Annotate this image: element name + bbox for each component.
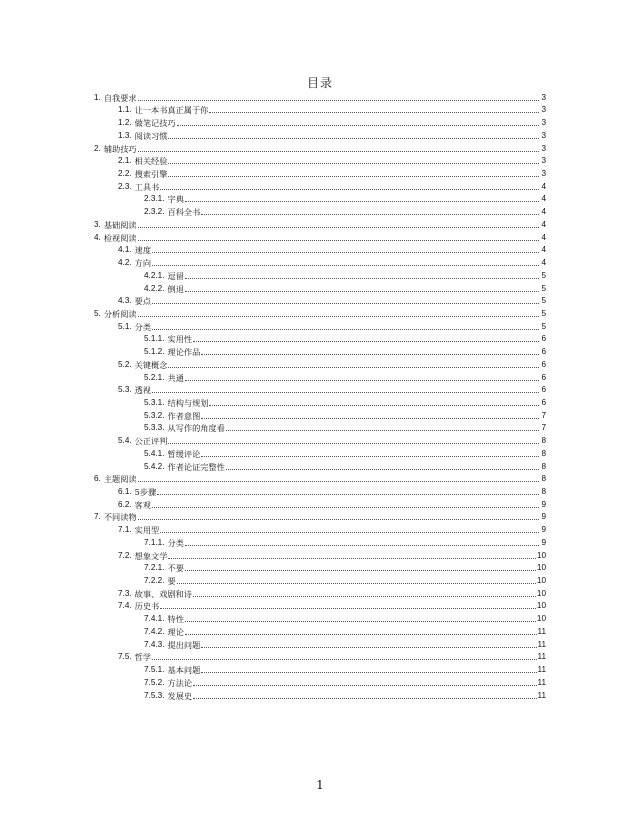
toc-entry-label: 哲学 <box>134 652 152 663</box>
dot-leader <box>177 125 539 126</box>
toc-entry-page: 10 <box>536 563 546 573</box>
toc-entry-label: 检视阅读 <box>103 232 137 243</box>
toc-entry-label: 相关经验 <box>134 156 168 167</box>
toc-entry[interactable] <box>94 562 546 575</box>
dot-leader <box>152 659 536 660</box>
toc-entry-label: 要点 <box>134 296 152 307</box>
toc-entry-number: 2.3.2. <box>144 207 165 217</box>
dot-leader <box>138 227 539 228</box>
dot-leader <box>201 672 536 673</box>
toc-entry-number: 1.3. <box>118 130 132 140</box>
toc-entry-number: 7.5.1. <box>144 665 165 675</box>
toc-entry[interactable] <box>94 345 546 358</box>
toc-entry-number: 4.1. <box>118 245 132 255</box>
dot-leader <box>201 418 539 419</box>
toc-entry[interactable] <box>94 320 546 333</box>
toc-entry-label: 实用性 <box>167 334 193 345</box>
dot-leader <box>177 583 536 584</box>
page-number: 1 <box>316 778 324 792</box>
dot-leader <box>138 240 539 241</box>
toc-entry[interactable] <box>94 155 546 168</box>
toc-entry[interactable] <box>94 473 546 486</box>
toc-entry-label: 实用型 <box>134 525 160 536</box>
toc-entry-label: 分类 <box>134 321 152 332</box>
dot-leader <box>185 621 536 622</box>
toc-entry-label: 字典 <box>167 194 184 205</box>
toc-entry-label: 方向 <box>134 258 152 269</box>
toc-entry[interactable] <box>94 460 546 473</box>
toc-entry-page: 11 <box>537 677 546 687</box>
toc-entry-page: 5 <box>541 283 546 293</box>
toc-entry-label: 做笔记技巧 <box>134 118 176 129</box>
dot-leader <box>168 367 539 368</box>
toc-entry-label: 不同读物 <box>103 512 137 523</box>
toc-entry-page: 5 <box>541 296 546 306</box>
toc-entry-number: 4.2.1. <box>144 270 165 280</box>
dot-leader <box>226 430 539 431</box>
toc-entry[interactable] <box>94 167 546 180</box>
dot-leader <box>168 163 539 164</box>
toc-entry-number: 7.5.3. <box>144 690 165 700</box>
dot-leader <box>168 138 539 139</box>
toc-entry-label: 百科全书 <box>167 207 201 218</box>
toc-entry[interactable] <box>94 536 546 549</box>
toc-entry-label: 共通 <box>167 372 184 383</box>
dot-leader <box>138 481 539 482</box>
toc-entry-number: 7. <box>94 512 101 522</box>
toc-entry-label: 主题阅读 <box>103 474 137 485</box>
toc-entry-label: 倒退 <box>167 283 184 294</box>
toc-entry-label: 理论 <box>167 626 184 637</box>
dot-leader <box>168 558 535 559</box>
toc-entry[interactable] <box>94 104 546 117</box>
toc-entry[interactable] <box>94 358 546 371</box>
toc-entry-number: 7.2.2. <box>144 576 165 586</box>
toc-entry[interactable] <box>94 587 546 600</box>
toc-entry-number: 4. <box>94 232 101 242</box>
toc-entry-number: 7.2. <box>118 550 132 560</box>
toc-entry-page: 5 <box>541 270 546 280</box>
toc-entry-label: 速度 <box>134 245 152 256</box>
toc-entry-page: 8 <box>541 474 546 484</box>
toc-entry-label: 方法论 <box>167 677 193 688</box>
toc-entry-label: 故事、戏剧和诗 <box>134 588 192 599</box>
toc-entry-page: 4 <box>541 207 546 217</box>
toc-entry-page: 10 <box>536 601 546 611</box>
toc-entry-label: 工具书 <box>134 181 160 192</box>
toc-entry-page: 6 <box>541 385 546 395</box>
toc-entry-label: 阅读习惯 <box>134 130 168 141</box>
toc-entry-page: 5 <box>541 308 546 318</box>
toc-entry[interactable] <box>94 396 546 409</box>
toc-entry[interactable] <box>94 612 546 625</box>
toc-entry-number: 7.4.1. <box>144 614 165 624</box>
toc-entry[interactable] <box>94 663 546 676</box>
dot-leader <box>185 545 539 546</box>
dot-leader <box>193 698 536 699</box>
toc-entry[interactable] <box>94 269 546 282</box>
toc-entry-label: 基本问题 <box>167 665 201 676</box>
dot-leader <box>226 469 539 470</box>
toc-entry[interactable] <box>94 142 546 155</box>
toc-entry[interactable] <box>94 91 546 104</box>
toc-entry-number: 1.2. <box>118 118 132 128</box>
toc-entry[interactable] <box>94 523 546 536</box>
toc-entry-number: 5.2. <box>118 359 132 369</box>
toc-entry-number: 4.2. <box>118 258 132 268</box>
toc-entry-page: 10 <box>536 550 546 560</box>
toc-entry-page: 10 <box>536 588 546 598</box>
toc-entry-number: 7.4.3. <box>144 639 165 649</box>
toc-entry-number: 6.1. <box>118 487 132 496</box>
toc-entry-page: 6 <box>541 397 546 407</box>
dot-leader <box>209 405 539 406</box>
toc-entry[interactable] <box>94 600 546 613</box>
toc-entry-number: 6. <box>94 474 101 484</box>
toc-entry[interactable] <box>94 485 546 498</box>
toc-entry-number: 2.3.1. <box>144 194 165 204</box>
toc-entry-page: 6 <box>541 359 546 369</box>
toc-entry-page: 11 <box>537 690 546 700</box>
toc-entry-label: 辅助技巧 <box>103 143 137 154</box>
toc-entry-page: 4 <box>541 232 546 242</box>
toc-entry[interactable] <box>94 180 546 193</box>
dot-leader <box>193 685 536 686</box>
toc-entry[interactable] <box>94 384 546 397</box>
toc-entry-number: 7.2.1. <box>144 563 165 573</box>
dot-leader <box>185 291 539 292</box>
toc-entry-number: 7.5. <box>118 652 132 662</box>
dot-leader <box>152 252 539 253</box>
dot-leader <box>201 354 539 355</box>
toc-entry[interactable] <box>94 256 546 269</box>
toc-entry-label: 自我要求 <box>103 92 137 103</box>
toc-entry-label: 从写作的角度看 <box>167 423 225 434</box>
toc-entry-page: 8 <box>541 461 546 471</box>
toc-entry-label: 作者论证完整性 <box>167 461 225 472</box>
toc-entry-number: 7.4. <box>118 601 132 611</box>
table-of-contents <box>94 91 546 702</box>
toc-entry-page: 9 <box>541 525 546 535</box>
toc-entry[interactable] <box>94 638 546 651</box>
toc-entry-page: 4 <box>541 245 546 255</box>
toc-entry[interactable] <box>94 434 546 447</box>
toc-entry[interactable] <box>94 307 546 320</box>
toc-entry-label: 结构与规划 <box>167 397 209 408</box>
dot-leader <box>152 303 539 304</box>
dot-leader <box>193 341 539 342</box>
dot-leader <box>193 596 536 597</box>
dot-leader <box>185 570 536 571</box>
toc-entry-number: 2.1. <box>118 156 132 166</box>
toc-entry-label: 透视 <box>134 385 152 396</box>
toc-entry-label: 要 <box>167 576 176 587</box>
toc-entry-label: 5步骤 <box>134 487 157 497</box>
toc-entry[interactable] <box>94 282 546 295</box>
toc-entry[interactable] <box>94 549 546 562</box>
toc-entry-label: 作者意图 <box>167 410 201 421</box>
toc-entry-page: 7 <box>541 423 546 433</box>
toc-entry-label: 公正评判 <box>134 436 168 447</box>
dot-leader <box>138 316 539 317</box>
dot-leader <box>160 608 536 609</box>
toc-entry-page: 3 <box>541 143 546 153</box>
toc-entry-number: 7.5.2. <box>144 677 165 687</box>
toc-entry-page: 11 <box>537 665 546 675</box>
toc-entry-page: 8 <box>541 436 546 446</box>
dot-leader <box>138 100 539 101</box>
dot-leader <box>209 112 539 113</box>
dot-leader <box>152 392 539 393</box>
toc-entry-number: 7.4.2. <box>144 626 165 636</box>
toc-entry[interactable] <box>94 651 546 664</box>
toc-entry-label: 分析阅读 <box>103 308 137 319</box>
toc-entry-page: 3 <box>541 130 546 140</box>
toc-title: 目录 <box>306 76 333 90</box>
dot-leader <box>185 634 537 635</box>
dot-leader <box>168 443 539 444</box>
toc-entry-page: 6 <box>541 334 546 344</box>
dot-leader <box>152 329 539 330</box>
toc-entry-page: 4 <box>541 194 546 204</box>
toc-entry-label: 发展史 <box>167 690 193 701</box>
toc-entry[interactable] <box>94 676 546 689</box>
toc-entry-page: 10 <box>536 576 546 586</box>
toc-entry-page: 3 <box>541 169 546 179</box>
toc-entry-page: 9 <box>541 537 546 547</box>
toc-entry-number: 5.1.1. <box>144 334 165 344</box>
toc-entry-number: 6.2. <box>118 499 132 509</box>
dot-leader <box>201 456 539 457</box>
dot-leader <box>201 647 536 648</box>
toc-entry-page: 11 <box>537 626 546 636</box>
toc-entry[interactable] <box>94 218 546 231</box>
toc-entry[interactable] <box>94 116 546 129</box>
toc-entry-label: 搜索引擎 <box>134 169 168 180</box>
toc-entry-page: 3 <box>541 118 546 128</box>
toc-entry[interactable] <box>94 625 546 638</box>
dot-leader <box>185 278 539 279</box>
toc-entry-page: 7 <box>541 410 546 420</box>
dot-leader <box>160 189 539 190</box>
toc-entry-page: 4 <box>541 258 546 268</box>
dot-leader <box>152 265 539 266</box>
toc-entry-number: 7.3. <box>118 588 132 598</box>
dot-leader <box>201 214 539 215</box>
toc-entry-number: 5. <box>94 308 101 318</box>
toc-entry-page: 8 <box>541 487 546 496</box>
toc-entry-label: 理论作品 <box>167 347 201 358</box>
toc-entry-label: 特性 <box>167 614 184 625</box>
dot-leader <box>185 380 539 381</box>
toc-entry-number: 7.1.1. <box>144 537 165 547</box>
toc-entry-number: 5.3.1. <box>144 397 165 407</box>
toc-entry-page: 3 <box>541 92 546 102</box>
toc-entry[interactable] <box>94 193 546 206</box>
toc-entry[interactable] <box>94 409 546 422</box>
dot-leader <box>138 151 539 152</box>
toc-entry-number: 2.3. <box>118 181 132 191</box>
toc-entry[interactable] <box>94 422 546 435</box>
toc-entry-number: 5.1. <box>118 321 132 331</box>
toc-entry-number: 4.3. <box>118 296 132 306</box>
toc-entry[interactable] <box>94 231 546 244</box>
toc-entry-number: 5.4. <box>118 436 132 446</box>
toc-entry-number: 7.1. <box>118 525 132 535</box>
toc-entry-page: 4 <box>541 219 546 229</box>
toc-entry-number: 5.4.1. <box>144 448 165 458</box>
toc-entry-label: 基础阅读 <box>103 219 137 230</box>
toc-entry-page: 3 <box>541 156 546 166</box>
toc-entry-number: 1.1. <box>118 105 132 115</box>
dot-leader <box>160 532 539 533</box>
dot-leader <box>152 507 539 508</box>
dot-leader <box>138 519 539 520</box>
toc-entry-number: 5.2.1. <box>144 372 165 382</box>
toc-entry[interactable] <box>94 333 546 346</box>
toc-entry-label: 关键概念 <box>134 359 168 370</box>
toc-entry-label: 历史书 <box>134 601 160 612</box>
toc-entry-label: 提出问题 <box>167 639 201 650</box>
toc-entry-page: 9 <box>541 512 546 522</box>
toc-entry[interactable] <box>94 244 546 257</box>
toc-entry[interactable] <box>94 574 546 587</box>
toc-entry-page: 11 <box>537 639 546 649</box>
toc-entry-label: 逗留 <box>167 270 184 281</box>
toc-entry-number: 3. <box>94 219 101 229</box>
toc-entry-number: 5.3.3. <box>144 423 165 433</box>
toc-entry-page: 9 <box>541 499 546 509</box>
toc-entry[interactable] <box>94 371 546 384</box>
toc-entry-page: 6 <box>541 347 546 357</box>
toc-entry-page: 3 <box>541 105 546 115</box>
toc-entry-number: 5.4.2. <box>144 461 165 471</box>
toc-entry[interactable] <box>94 447 546 460</box>
toc-entry-label: 暂缓评论 <box>167 448 201 459</box>
toc-entry-number: 2.2. <box>118 169 132 179</box>
toc-entry[interactable] <box>94 498 546 511</box>
toc-entry-label: 分类 <box>167 537 184 548</box>
toc-entry-page: 5 <box>541 321 546 331</box>
toc-entry-number: 5.1.2. <box>144 347 165 357</box>
toc-entry[interactable] <box>94 511 546 524</box>
toc-entry-label: 客观 <box>134 499 152 510</box>
toc-entry-number: 5.3.2. <box>144 410 165 420</box>
dot-leader <box>185 201 539 202</box>
toc-entry[interactable] <box>94 295 546 308</box>
toc-entry-number: 5.3. <box>118 385 132 395</box>
toc-entry[interactable] <box>94 689 546 702</box>
toc-entry-number: 2. <box>94 143 101 153</box>
toc-entry-number: 1. <box>94 92 101 102</box>
toc-entry-page: 10 <box>536 614 546 624</box>
toc-entry[interactable] <box>94 205 546 218</box>
toc-entry[interactable] <box>94 129 546 142</box>
toc-entry-page: 11 <box>537 652 546 662</box>
toc-entry-page: 8 <box>541 448 546 458</box>
toc-entry-page: 6 <box>541 372 546 382</box>
dot-leader <box>168 176 539 177</box>
toc-entry-label: 想象文学 <box>134 550 168 561</box>
toc-entry-label: 让一本书真正属于你 <box>134 105 209 116</box>
toc-entry-label: 不要 <box>167 563 184 574</box>
dot-leader <box>157 494 539 495</box>
toc-entry-page: 4 <box>541 181 546 191</box>
toc-entry-number: 4.2.2. <box>144 283 165 293</box>
